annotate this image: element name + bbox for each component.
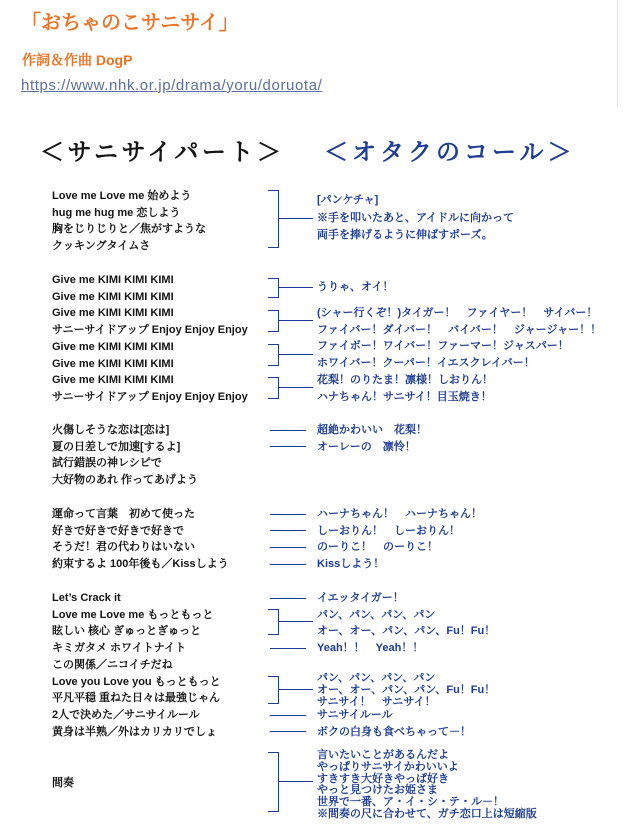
lyric-line: 試行錯誤の神レシピで bbox=[52, 457, 162, 470]
lyrics-block bbox=[52, 775, 74, 792]
call-line: 言いたいことがあるんだよ bbox=[317, 749, 449, 761]
call-bracket bbox=[268, 752, 279, 812]
call-line: パン、パン、パン、パン bbox=[317, 672, 436, 684]
call-line: ※間奏の尺に合わせて、ガチ恋口上は短縮版 bbox=[317, 807, 537, 820]
lyric-line: この関係／ニコイチだね bbox=[52, 658, 173, 671]
call-line: しーおりん！ しーおりん！ bbox=[317, 524, 460, 537]
lyric-line: クッキングタイムさ bbox=[52, 240, 151, 253]
call-line: すきすき大好きやっぱ好き bbox=[317, 772, 449, 785]
call-line: イエッタイガー！ bbox=[317, 592, 404, 604]
call-bracket bbox=[268, 609, 279, 635]
lyric-line: Give me KIMI KIMI KIMI bbox=[52, 340, 174, 353]
call-connector-line bbox=[270, 446, 306, 447]
call-connector-line bbox=[270, 648, 306, 649]
lyric-line: 胸をじりじりと／焦がすような bbox=[52, 223, 206, 236]
lyric-line: Love me Love me 始めよう bbox=[52, 190, 192, 202]
lyric-line: Give me KIMI KIMI KIMI bbox=[52, 274, 174, 286]
call-line: オー、オー、パン、パン、Fu！Fu！ bbox=[317, 684, 496, 696]
call-line: サニサイ！ サニサイ！ bbox=[317, 696, 436, 708]
calls-block bbox=[317, 506, 482, 573]
calls-block bbox=[317, 590, 495, 657]
call-line: 花梨！のりたま！凛様！しおりん！ bbox=[317, 373, 493, 386]
lyric-line: 火傷しそうな恋は[恋は] bbox=[52, 424, 170, 436]
songwriter-credit: 作詞＆作曲 DogP bbox=[22, 52, 133, 68]
lyric-line: Give me KIMI KIMI KIMI bbox=[52, 357, 174, 370]
calls-block bbox=[317, 279, 393, 295]
lyric-line: Give me KIMI KIMI KIMI bbox=[52, 290, 174, 303]
lyric-line: サニーサイドアップ Enjoy Enjoy Enjoy bbox=[52, 324, 248, 337]
lyrics-block bbox=[52, 506, 229, 573]
call-line: 両手を捧げるように伸ばすポーズ。 bbox=[317, 229, 493, 241]
call-line: (シャー行くぞ！)タイガー！ ファイヤー！ サイバー！ bbox=[317, 307, 598, 319]
otaku-call-header: ＜オタクのコール＞ bbox=[324, 139, 576, 166]
lyric-line: 夏の日差しで加速[するよ] bbox=[52, 440, 181, 453]
call-connector-line bbox=[270, 715, 306, 716]
call-connector-line bbox=[270, 731, 306, 732]
lyric-line: Give me KIMI KIMI KIMI bbox=[52, 374, 174, 387]
call-line: オーレーの 凛怜！ bbox=[317, 440, 416, 453]
call-bracket bbox=[268, 344, 279, 366]
lyric-line: 2人で決めた／サニサイルール bbox=[52, 708, 200, 721]
lyric-line: Love you Love you もっともっと bbox=[52, 675, 221, 688]
call-line: 世界で一番、ア・イ・シ・テ・ル－！ bbox=[317, 796, 504, 809]
lyric-line: Give me KIMI KIMI KIMI bbox=[52, 307, 174, 320]
call-bracket bbox=[268, 310, 279, 332]
lyric-line: 眩しい 核心 ぎゅっとぎゅっと bbox=[52, 625, 202, 638]
lyric-line: 運命って言葉 初めて使った bbox=[52, 508, 195, 520]
call-connector-line bbox=[270, 564, 306, 565]
source-link[interactable]: https://www.nhk.or.jp/drama/yoru/doruota/ bbox=[21, 77, 323, 94]
calls-block bbox=[317, 422, 427, 455]
call-connector-line bbox=[270, 547, 306, 548]
calls-block bbox=[317, 707, 471, 740]
call-line: Kissしよう！ bbox=[317, 558, 385, 571]
call-line: ボクの白身も食べちゃって－！ bbox=[317, 725, 471, 738]
calls-block bbox=[317, 672, 495, 708]
lyric-line: キミガタメ ホワイトナイト bbox=[52, 642, 186, 655]
lyric-line: 平凡平穏 重ねた日々は最強じゃん bbox=[52, 692, 221, 705]
call-line: Yeah！！ Yeah！！ bbox=[317, 642, 424, 655]
calls-block bbox=[317, 192, 514, 245]
call-line: やっと見つけたお姫さま bbox=[317, 784, 438, 797]
call-bracket bbox=[268, 190, 279, 248]
lyrics-block bbox=[52, 272, 248, 406]
call-line: [パンケチャ] bbox=[317, 194, 379, 206]
lyric-line: 黄身は半熟／外はカリカリでしょ bbox=[52, 725, 217, 738]
call-line: うりゃ、オイ！ bbox=[317, 281, 394, 293]
call-bracket bbox=[268, 676, 279, 704]
calls-block bbox=[317, 305, 601, 405]
lyric-line: そうだ！君の代わりはいない bbox=[52, 541, 195, 554]
call-bracket bbox=[268, 377, 279, 399]
call-line: ※手を叩いたあと、アイドルに向かって bbox=[317, 211, 515, 224]
content-edge-divider bbox=[617, 0, 618, 106]
call-line: やっぱりサニサイかわいいよ bbox=[317, 760, 459, 773]
song-title: 「おちゃのこサニサイ」 bbox=[21, 12, 239, 34]
singer-part-header: ＜サニサイパート＞ bbox=[40, 139, 285, 166]
lyric-line: hug me hug me 恋しよう bbox=[52, 206, 181, 219]
lyric-line: 約束するよ 100年後も／Kissしよう bbox=[52, 558, 229, 571]
lyrics-block bbox=[52, 590, 221, 740]
call-line: サニサイルール bbox=[317, 709, 393, 721]
call-connector-line bbox=[270, 514, 306, 515]
call-line: ハナちゃん！サニサイ！目玉焼き！ bbox=[317, 390, 492, 403]
lyric-line: 好きで好きで好きで好きで bbox=[52, 524, 184, 537]
call-line: ホワイバー！クーパー！イエスクレイバー！ bbox=[317, 357, 535, 370]
lyric-line: 間奏 bbox=[52, 777, 74, 789]
call-line: ハーナちゃん！ ハーナちゃん！ bbox=[317, 508, 482, 520]
lyric-line: 大好物のあれ 作ってあげよう bbox=[52, 474, 199, 487]
call-line: 超絶かわいい 花梨！ bbox=[317, 424, 427, 436]
call-line: オー、オー、パン、パン、Fu！Fu！ bbox=[317, 625, 496, 638]
lyric-line: Let’s Crack it bbox=[52, 592, 121, 604]
call-line: ファイボー！ワイバー！ファーマー！ジャスパー！ bbox=[317, 340, 569, 353]
call-line: ファイバー！ダイバー！ バイバー！ ジャージャー！！ bbox=[317, 323, 602, 336]
call-connector-line bbox=[270, 598, 306, 599]
call-line: のーりこ！ のーりこ！ bbox=[317, 541, 438, 554]
call-connector-line bbox=[270, 530, 306, 531]
lyric-line: Love me Love me もっともっと bbox=[52, 608, 214, 621]
calls-block bbox=[317, 750, 537, 821]
lyrics-block bbox=[52, 422, 198, 489]
lyric-line: サニーサイドアップ Enjoy Enjoy Enjoy bbox=[52, 390, 248, 403]
lyrics-block bbox=[52, 188, 206, 255]
call-connector-line bbox=[270, 430, 306, 431]
call-bracket bbox=[268, 278, 279, 298]
call-line: パン、パン、パン、パン bbox=[317, 608, 436, 621]
